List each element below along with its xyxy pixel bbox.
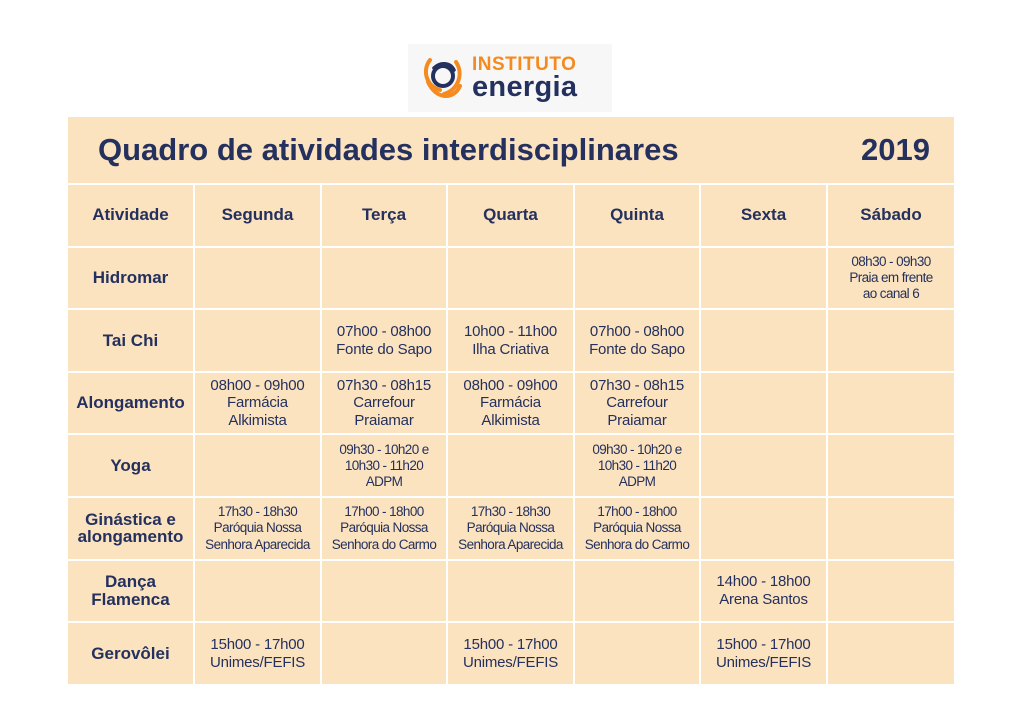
activity-name: Yoga: [68, 434, 194, 497]
schedule-cell: 17h00 - 18h00 Paróquia Nossa Senhora do Carmo: [574, 497, 700, 560]
schedule-cell: 15h00 - 17h00 Unimes/FEFIS: [700, 622, 827, 684]
activity-name: Alongamento: [68, 372, 194, 435]
activity-name: Gerovôlei: [68, 622, 194, 684]
schedule-cell: 07h30 - 08h15 Carrefour Praiamar: [321, 372, 447, 435]
col-header-friday: Sexta: [700, 185, 827, 247]
page-title: Quadro de atividades interdisciplinares: [98, 132, 679, 167]
schedule-cell: [574, 622, 700, 684]
schedule-cell: [827, 560, 954, 623]
schedule-cell: [194, 247, 321, 310]
schedule-cell: [700, 372, 827, 435]
schedule-cell: 17h30 - 18h30 Paróquia Nossa Senhora Aparecida: [447, 497, 574, 560]
schedule-cell: [447, 247, 574, 310]
schedule-cell: 15h00 - 17h00 Unimes/FEFIS: [194, 622, 321, 684]
schedule-cell: 07h00 - 08h00 Fonte do Sapo: [574, 309, 700, 372]
schedule-cell: 15h00 - 17h00 Unimes/FEFIS: [447, 622, 574, 684]
col-header-wednesday: Quarta: [447, 185, 574, 247]
schedule-cell: [700, 309, 827, 372]
schedule-cell: [700, 434, 827, 497]
schedule-cell: [321, 560, 447, 623]
title-row: [68, 117, 954, 185]
schedule-cell: 08h30 - 09h30 Praia em frente ao canal 6: [827, 247, 954, 310]
col-header-tuesday: Terça: [321, 185, 447, 247]
table-row: [68, 560, 954, 623]
schedule-cell: 07h00 - 08h00 Fonte do Sapo: [321, 309, 447, 372]
activity-name: Ginástica e alongamento: [68, 497, 194, 560]
schedule-cell: [827, 434, 954, 497]
schedule-cell: 10h00 - 11h00 Ilha Criativa: [447, 309, 574, 372]
table-row: [68, 372, 954, 435]
schedule-cell: [700, 497, 827, 560]
activity-name: Hidromar: [68, 247, 194, 310]
schedule-cell: [827, 497, 954, 560]
schedule-cell: 17h00 - 18h00 Paróquia Nossa Senhora do Carmo: [321, 497, 447, 560]
col-header-activity: Atividade: [68, 185, 194, 247]
schedule-table: [68, 185, 954, 684]
schedule-cell: [574, 247, 700, 310]
schedule-cell: 14h00 - 18h00 Arena Santos: [700, 560, 827, 623]
schedule-cell: [827, 309, 954, 372]
logo-line-1: INSTITUTO: [472, 53, 577, 75]
schedule-cell: 17h30 - 18h30 Paróquia Nossa Senhora Aparecida: [194, 497, 321, 560]
schedule-cell: [447, 434, 574, 497]
schedule-cell: [827, 622, 954, 684]
schedule-cell: [827, 372, 954, 435]
schedule-cell: [447, 560, 574, 623]
schedule-cell: 08h00 - 09h00 Farmácia Alkimista: [194, 372, 321, 435]
schedule-cell: [321, 622, 447, 684]
col-header-monday: Segunda: [194, 185, 321, 247]
schedule-cell: [194, 434, 321, 497]
table-row: [68, 309, 954, 372]
schedule-cell: [700, 247, 827, 310]
col-header-thursday: Quinta: [574, 185, 700, 247]
energy-logo-icon: [420, 52, 466, 104]
logo-line-2: energia: [472, 70, 578, 103]
schedule-cell: [194, 560, 321, 623]
activity-name: Tai Chi: [68, 309, 194, 372]
activity-name: Dança Flamenca: [68, 560, 194, 623]
table-row: [68, 434, 954, 497]
schedule-cell: [194, 309, 321, 372]
schedule-cell: [321, 247, 447, 310]
schedule-cell: [574, 560, 700, 623]
table-row: [68, 497, 954, 560]
table-header-row: [68, 185, 954, 247]
year-label: 2019: [861, 132, 930, 167]
logo: [408, 44, 612, 112]
col-header-saturday: Sábado: [827, 185, 954, 247]
schedule-cell: 09h30 - 10h20 e 10h30 - 11h20 ADPM: [574, 434, 700, 497]
table-row: [68, 622, 954, 684]
schedule-sheet: [68, 117, 954, 684]
schedule-cell: 07h30 - 08h15 Carrefour Praiamar: [574, 372, 700, 435]
schedule-cell: 09h30 - 10h20 e 10h30 - 11h20 ADPM: [321, 434, 447, 497]
schedule-cell: 08h00 - 09h00 Farmácia Alkimista: [447, 372, 574, 435]
table-row: [68, 247, 954, 310]
